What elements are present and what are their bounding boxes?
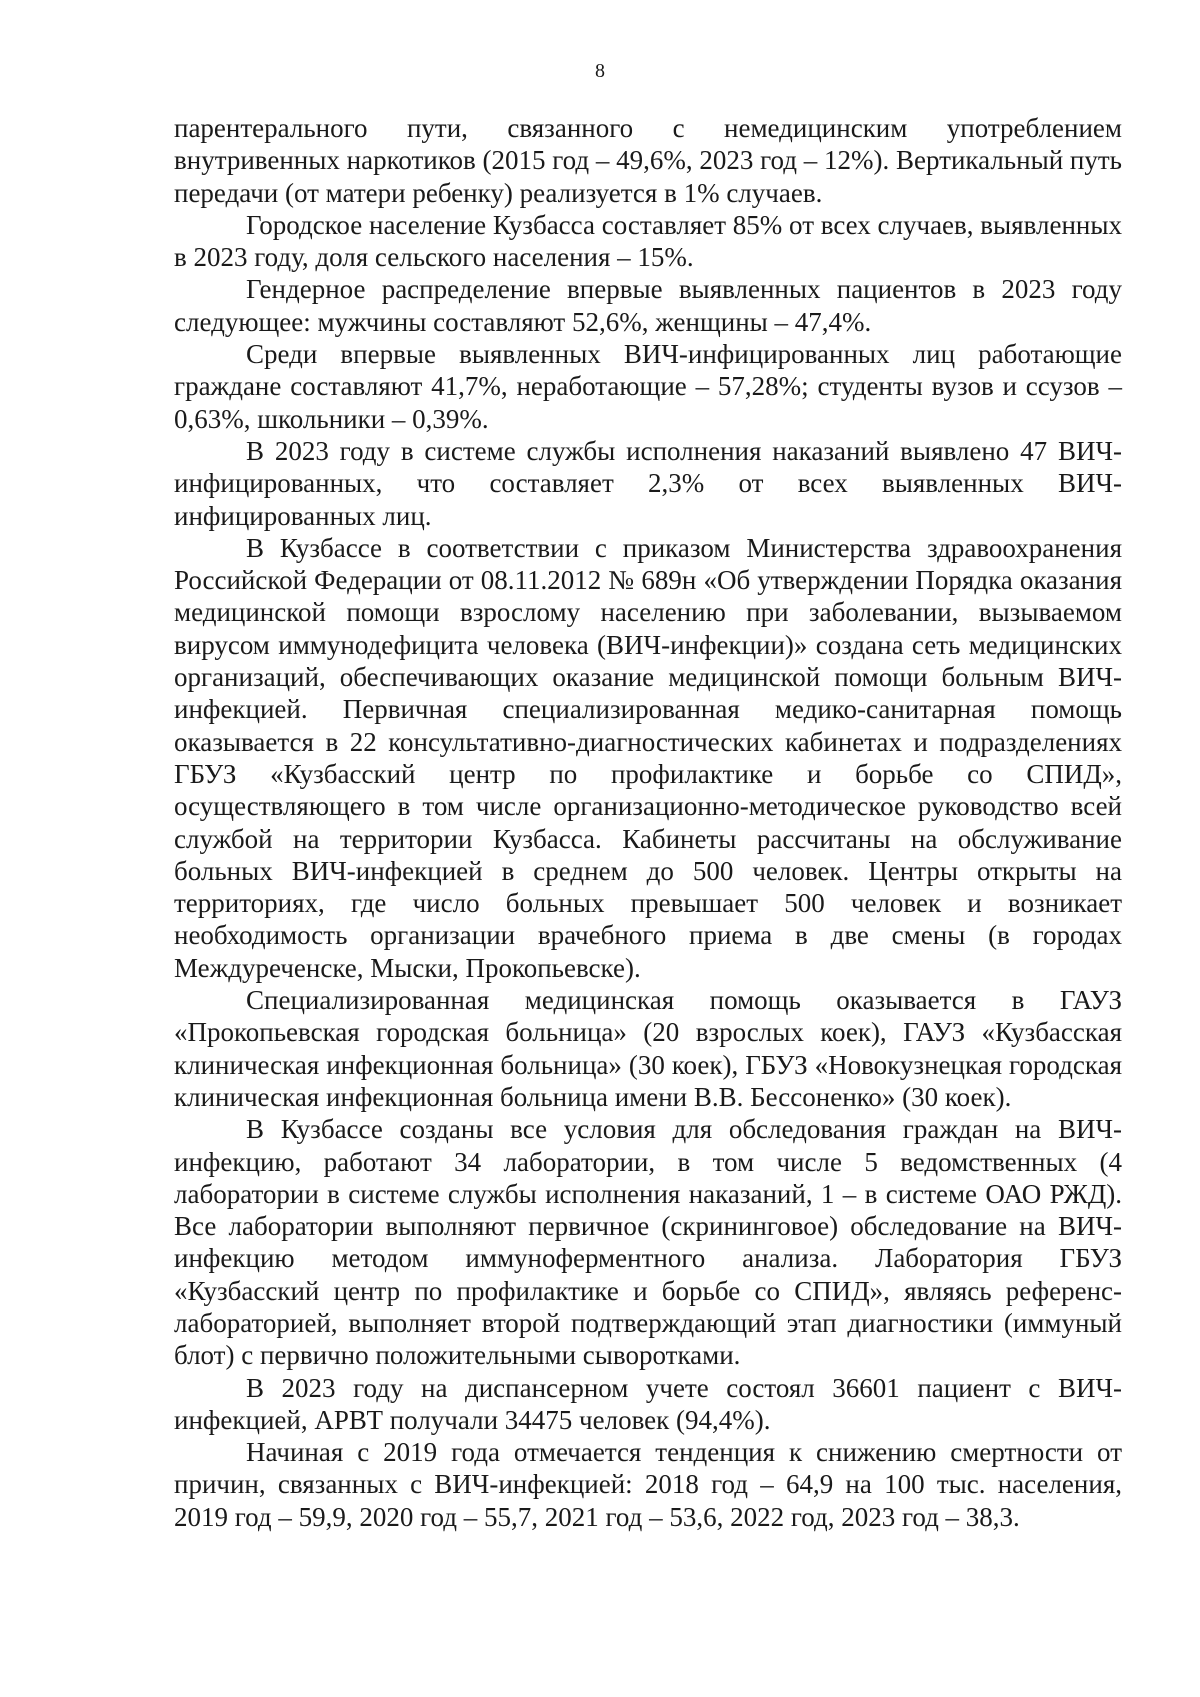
paragraph-continued: парентерального пути, связанного с немедицинским употреблением внутривенных наркотиков (2015 год – 49,6%, 2023 год – 12%). Вертикальный путь передачи (от матери ребенку) реализуется в 1% случаев.: [174, 113, 1122, 208]
paragraph-penal-system: В 2023 году в системе службы исполнения наказаний выявлено 47 ВИЧ-инфицированных, что составляет 2,3% от всех выявленных ВИЧ-инфицированных лиц.: [174, 435, 1122, 531]
paragraph-laboratories: В Кузбассе созданы все условия для обследования граждан на ВИЧ-инфекцию, работают 34 лаборатории, в том числе 5 ведомственных (4 лаборатории в системе службы исполнения наказаний, 1 – в системе ОАО РЖД). Все лаборатории выполняют первичное (скрининговое) обследование на ВИЧ-инфекцию методом иммуноферментного анализа. Лаборатория ГБУЗ «Кузбасский центр по профилактике и борьбе со СПИД», являясь референс-лабораторией, выполняет второй подтверждающий этап диагностики (иммуный блот) с первично положительными сыворотками.: [174, 1114, 1122, 1371]
document-body: [174, 112, 1122, 1533]
paragraph-urban-population: Городское население Кузбасса составляет 85% от всех случаев, выявленных в 2023 году, доля сельского населения – 15%.: [174, 209, 1122, 273]
paragraph-specialized-care: Специализированная медицинская помощь оказывается в ГАУЗ «Прокопьевская городская больница» (20 взрослых коек), ГАУЗ «Кузбасская клиническая инфекционная больница» (30 коек), ГБУЗ «Новокузнецкая городская клиническая инфекционная больница имени В.В. Бессоненко» (30 коек).: [174, 985, 1122, 1112]
paragraph-mortality: Начиная с 2019 года отмечается тенденция к снижению смертности от причин, связанных с ВИЧ-инфекцией: 2018 год – 64,9 на 100 тыс. населения, 2019 год – 59,9, 2020 год – 55,7, 2021 год – 53,6, 2022 год, 2023 год – 38,3.: [174, 1437, 1122, 1532]
paragraph-employment: Среди впервые выявленных ВИЧ-инфицированных лиц работающие граждане составляют 41,7%, неработающие – 57,28%; студенты вузов и ссузов – 0,63%, школьники – 0,39%.: [174, 339, 1122, 434]
paragraph-dispensary: В 2023 году на диспансерном учете состоял 36601 пациент с ВИЧ-инфекцией, АРВТ получали 34475 человек (94,4%).: [174, 1372, 1122, 1435]
page-number: 8: [595, 60, 605, 82]
paragraph-medical-network: В Кузбассе в соответствии с приказом Министерства здравоохранения Российской Федерации от 08.11.2012 № 689н «Об утверждении Порядка оказания медицинской помощи взрослому населению при заболевании, вызываемом вирусом иммунодефицита человека (ВИЧ-инфекции)» создана сеть медицинских организаций, обеспечивающих оказание медицинской помощи больным ВИЧ-инфекцией. Первичная специализированная медико-санитарная помощь оказывается в 22 консультативно-диагностических кабинетах и подразделениях ГБУЗ «Кузбасский центр по профилактике и борьбе со СПИД», осуществляющего в том числе организационно-методическое руководство всей службой на территории Кузбасса. Кабинеты рассчитаны на обслуживание больных ВИЧ-инфекцией в среднем до 500 человек. Центры открыты на территориях, где число больных превышает 500 человек и возникает необходимость организации врачебного приема в две смены (в городах Междуреченске, Мыски, Прокопьевске).: [174, 532, 1122, 983]
paragraph-gender-distribution: Гендерное распределение впервые выявленных пациентов в 2023 году следующее: мужчины составляют 52,6%, женщины – 47,4%.: [174, 274, 1122, 337]
